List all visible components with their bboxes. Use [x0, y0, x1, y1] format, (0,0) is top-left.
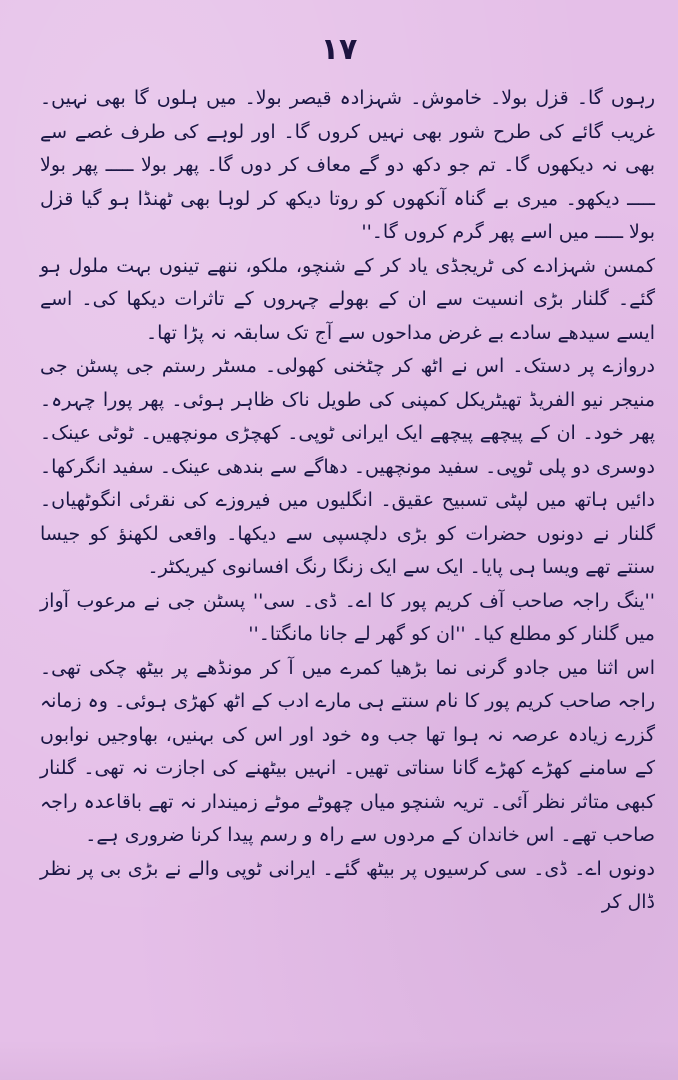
- page-bottom-shade: [0, 1040, 678, 1080]
- paragraph-5: اس اثنا میں جادو گرنی نما بڑھیا کمرے میں آ کر مونڈھے پر بیٹھ چکی تھی۔ راجہ صاحب کریم پور کا نام سنتے ہی مارے ادب کے اٹھ کھڑی ہوئی۔ وہ زمانہ گزرے زیادہ عرصہ نہ ہوا تھا جب وہ خود اور اس کی بہنیں، بھاوجیں نوابوں کے سامنے کھڑے کھڑے گانا سناتی تھیں۔ انہیں بیٹھنے کی اجازت نہ تھی۔ گلنار کبھی متاثر نظر آئی۔ تریہ شنچو میاں چھوٹے موٹے زمیندار نہ تھے باقاعدہ راجہ صاحب تھے۔ اس خاندان کے مردوں سے راہ و رسم پیدا کرنا ضروری ہے۔: [40, 656, 655, 846]
- paragraph-3: دروازے پر دستک۔ اس نے اٹھ کر چٹخنی کھولی۔ مسٹر رستم جی پسٹن جی منیجر نیو الفریڈ تھیٹریکل کمپنی کی طویل ناک ظاہر ہوئی۔ پھر پورا چہرہ۔ پھر خود۔ ان کے پیچھے پیچھے ایک ایرانی ٹوپی۔ کھچڑی مونچھیں۔ ٹوٹی عینک۔ دوسری دو پلی ٹوپی۔ سفید مونچھیں۔ دھاگے سے بندھی عینک۔ سفید انگرکھا۔ دائیں ہاتھ میں لپٹی تسبیح عقیق۔ انگلیوں میں فیروزے کی نقرئی انگوٹھیاں۔ گلنار نے دونوں حضرات کو بڑی دلچسپی سے دیکھا۔ واقعی لکھنؤ کو جیسا سنتے تھے ویسا ہی پایا۔ ایک سے ایک زنگا رنگ افسانوی کیریکٹر۔: [40, 355, 655, 578]
- body-text: [40, 82, 655, 920]
- paragraph-1: رہوں گا۔ قزل بولا۔ خاموش۔ شہزادہ قیصر بولا۔ میں ہلوں گا بھی نہیں۔ غریب گائے کی طرح شور بھی نہیں کروں گا۔ اور لوہے کی طرف غصے سے بھی نہ دیکھوں گا۔ تم جو دکھ دو گے معاف کر دوں گا۔ پھر بولا ـــــ پھر بولا ـــــ دیکھو۔ میری بے گناہ آنکھوں کو روتا دیکھ کر لوہا بھی ٹھنڈا ہو گیا قزل بولا ـــــ میں اسے پھر گرم کروں گا۔'': [40, 87, 655, 243]
- page-number: ۱۷: [320, 32, 358, 67]
- paragraph-4: ''ینگ راجہ صاحب آف کریم پور کا اے۔ ڈی۔ سی'' پسٹن جی نے مرعوب آواز میں گلنار کو مطلع کیا۔ ''ان کو گھر لے جانا مانگتا۔'': [40, 589, 655, 645]
- paragraph-2: کمسن شہزادے کی ٹریجڈی یاد کر کے شنچو، ملکو، ننھے تینوں بہت ملول ہو گئے۔ گلنار بڑی انسیت سے ان کے بھولے چہروں کے تاثرات دیکھا کی۔ اسے ایسے سیدھے سادے بے غرض مداحوں سے آج تک سابقہ نہ پڑا تھا۔: [40, 254, 655, 344]
- paragraph-6: دونوں اے۔ ڈی۔ سی کرسیوں پر بیٹھ گئے۔ ایرانی ٹوپی والے نے بڑی بی پر نظر ڈال کر: [40, 857, 655, 913]
